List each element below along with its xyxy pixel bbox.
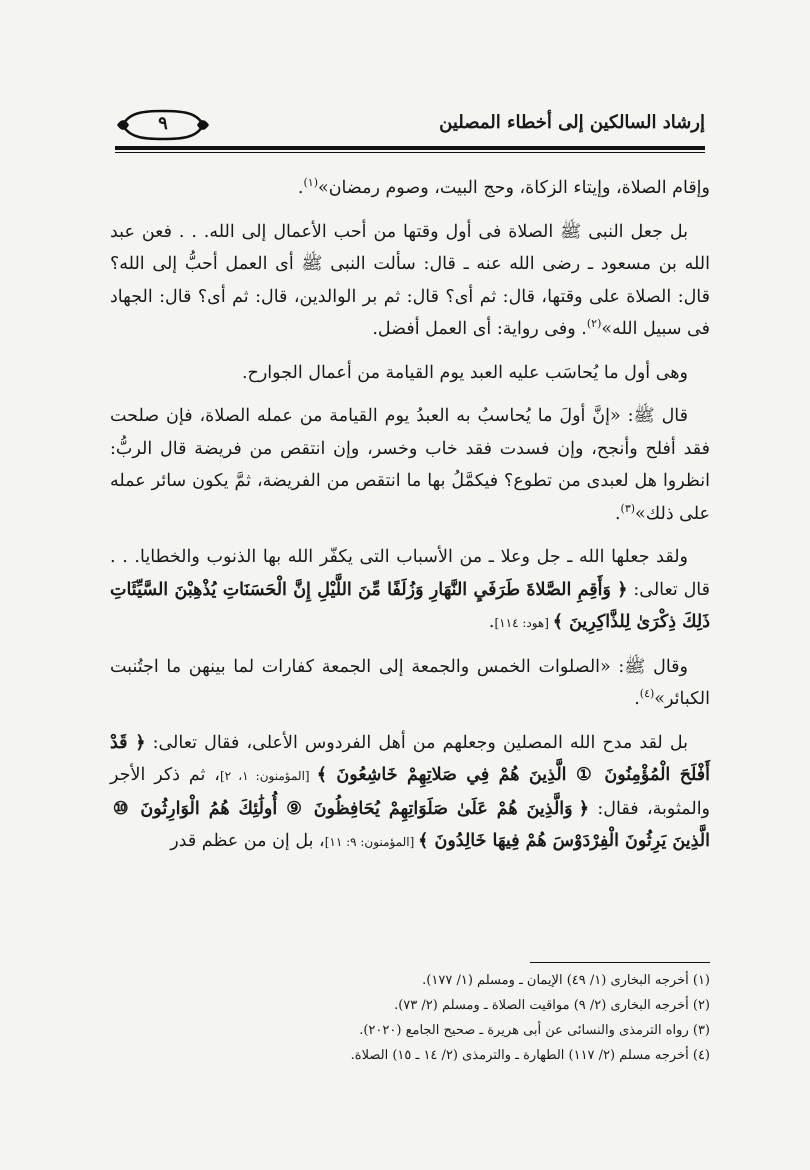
running-header (115, 108, 705, 148)
footnote-ref-1: (١) (303, 176, 318, 190)
page-number-ornament (115, 108, 211, 142)
header-rule-thin (115, 152, 705, 153)
book-title: إرشاد السالكين إلى أخطاء المصلين (439, 112, 705, 133)
footnote-4: (٤) أخرجه مسلم (٢/ ١١٧) الطهارة ـ والترمذى (٢/ ١٤ ـ ١٥) الصلاة. (350, 1048, 710, 1063)
quran-verse: ﴿ قَدْ أَفْلَحَ الْمُؤْمِنُونَ ① الَّذِينَ هُمْ فِي صَلاتِهِمْ خَاشِعُونَ ﴾ (110, 732, 711, 785)
footnote-separator (530, 962, 710, 963)
quran-verse: ﴿ وَالَّذِينَ هُمْ عَلَىٰ صَلَوَاتِهِمْ يُحَافِظُونَ ⑨ أُولَٰئِكَ هُمُ الْوَارِثُونَ ⑩ الَّذِينَ يَرِثُونَ الْفِرْدَوْسَ هُمْ فِيهَا خَالِدُونَ ﴾ (110, 798, 710, 851)
quran-verse: ﴿ وَأَقِمِ الصَّلاةَ طَرَفَيِ النَّهَارِ وَزُلَفًا مِّنَ اللَّيْلِ إِنَّ الْحَسَنَاتِ يُذْهِبْنَ السَّيِّئَاتِ ذَلِكَ ذِكْرَىٰ لِلذَّاكِرِينَ ﴾ (110, 579, 710, 632)
header-rule-thick (115, 146, 705, 150)
verse-reference: [المؤمنون: ٩: ١١] (324, 835, 419, 849)
footnotes (110, 968, 710, 1068)
footnote-ref-4: (٤) (639, 687, 655, 701)
main-text (110, 172, 710, 870)
paragraph-6: وقال ﷺ: «الصلوات الخمس والجمعة إلى الجمعة كفارات لما بينهن ما اجتُنبت الكبائر»$^{(٤)}$. (110, 656, 710, 709)
page-number: ٩ (158, 113, 168, 134)
verse-reference: [هود: ١١٤] (494, 616, 553, 630)
paragraph-3: وهى أول ما يُحاسَب عليه العبد يوم القيامة من أعمال الجوارح. (241, 362, 688, 383)
paragraph-7: بل لقد مدح الله المصلين وجعلهم من أهل الفردوس الأعلى، فقال تعالى: ﴿ قَدْ أَفْلَحَ الْمُؤْمِنُونَ ① الَّذِينَ هُمْ فِي صَلاتِهِمْ خَاشِعُونَ ﴾ [المؤمنون: ١، ٢]، ثم ذكر الأجر والمثوبة، فقال: ﴿ وَالَّذِينَ هُمْ عَلَىٰ صَلَوَاتِهِمْ يُحَافِظُونَ ⑨ أُولَٰئِكَ هُمُ الْوَارِثُونَ ⑩ الَّذِينَ يَرِثُونَ الْفِرْدَوْسَ هُمْ فِيهَا خَالِدُونَ ﴾ [المؤمنون: ٩: ١١]، بل إن من عظم قدر (110, 732, 711, 851)
verse-reference: [المؤمنون: ١، ٢] (219, 769, 317, 783)
footnote-1: (١) أخرجه البخارى (١/ ٤٩) الإيمان ـ ومسلم (١/ ١٧٧). (422, 973, 710, 988)
paragraph-5: ولقد جعلها الله ـ جل وعلا ـ من الأسباب التى يكفّر الله بها الذنوب والخطايا. . . قال تعالى: ﴿ وَأَقِمِ الصَّلاةَ طَرَفَيِ النَّهَارِ وَزُلَفًا مِّنَ اللَّيْلِ إِنَّ الْحَسَنَاتِ يُذْهِبْنَ السَّيِّئَاتِ ذَلِكَ ذِكْرَىٰ لِلذَّاكِرِينَ ﴾ [هود: ١١٤]. (110, 547, 710, 632)
footnote-ref-2: (٢) (586, 317, 602, 331)
footnote-2: (٢) أخرجه البخارى (٢/ ٩) مواقيت الصلاة ـ ومسلم (٢/ ٧٣). (394, 998, 710, 1013)
paragraph-4: قال ﷺ: «إنَّ أولَ ما يُحاسبُ به العبدُ يوم القيامة من عمله الصلاة، فإن صلحت فقد أفلح وأنجح، وإن فسدت فقد خاب وخسر، وإن انتقص من فريضة قال الربُّ: انظروا هل لعبدى من تطوع؟ فيكمَّلُ بها ما انتقص من الفريضة، ثمَّ يكون سائر عمله على ذلك»$^{(٣)}$. (110, 406, 710, 524)
footnote-ref-3: (٣) (620, 501, 636, 515)
paragraph-1: وإقام الصلاة، وإيتاء الزكاة، وحج البيت، وصوم رمضان»$^{(١)}$. (297, 176, 710, 198)
footnote-3: (٣) رواه الترمذى والنسائى عن أبى هريرة ـ صحيح الجامع (٢٠٢٠). (359, 1023, 710, 1038)
paragraph-2: بل جعل النبى ﷺ الصلاة فى أول وقتها من أحب الأعمال إلى الله. . . فعن عبد الله بن مسعود ـ رضى الله عنه ـ قال: سألت النبى ﷺ أى العمل أحبُّ إلى الله؟ قال: الصلاة على وقتها، قال: ثم أى؟ قال: ثم بر الوالدين، قال: ثم أى؟ قال: الجهاد فى سبيل الله»$^{(٢)}$. وفى رواية: أى العمل أفضل. (110, 221, 710, 339)
